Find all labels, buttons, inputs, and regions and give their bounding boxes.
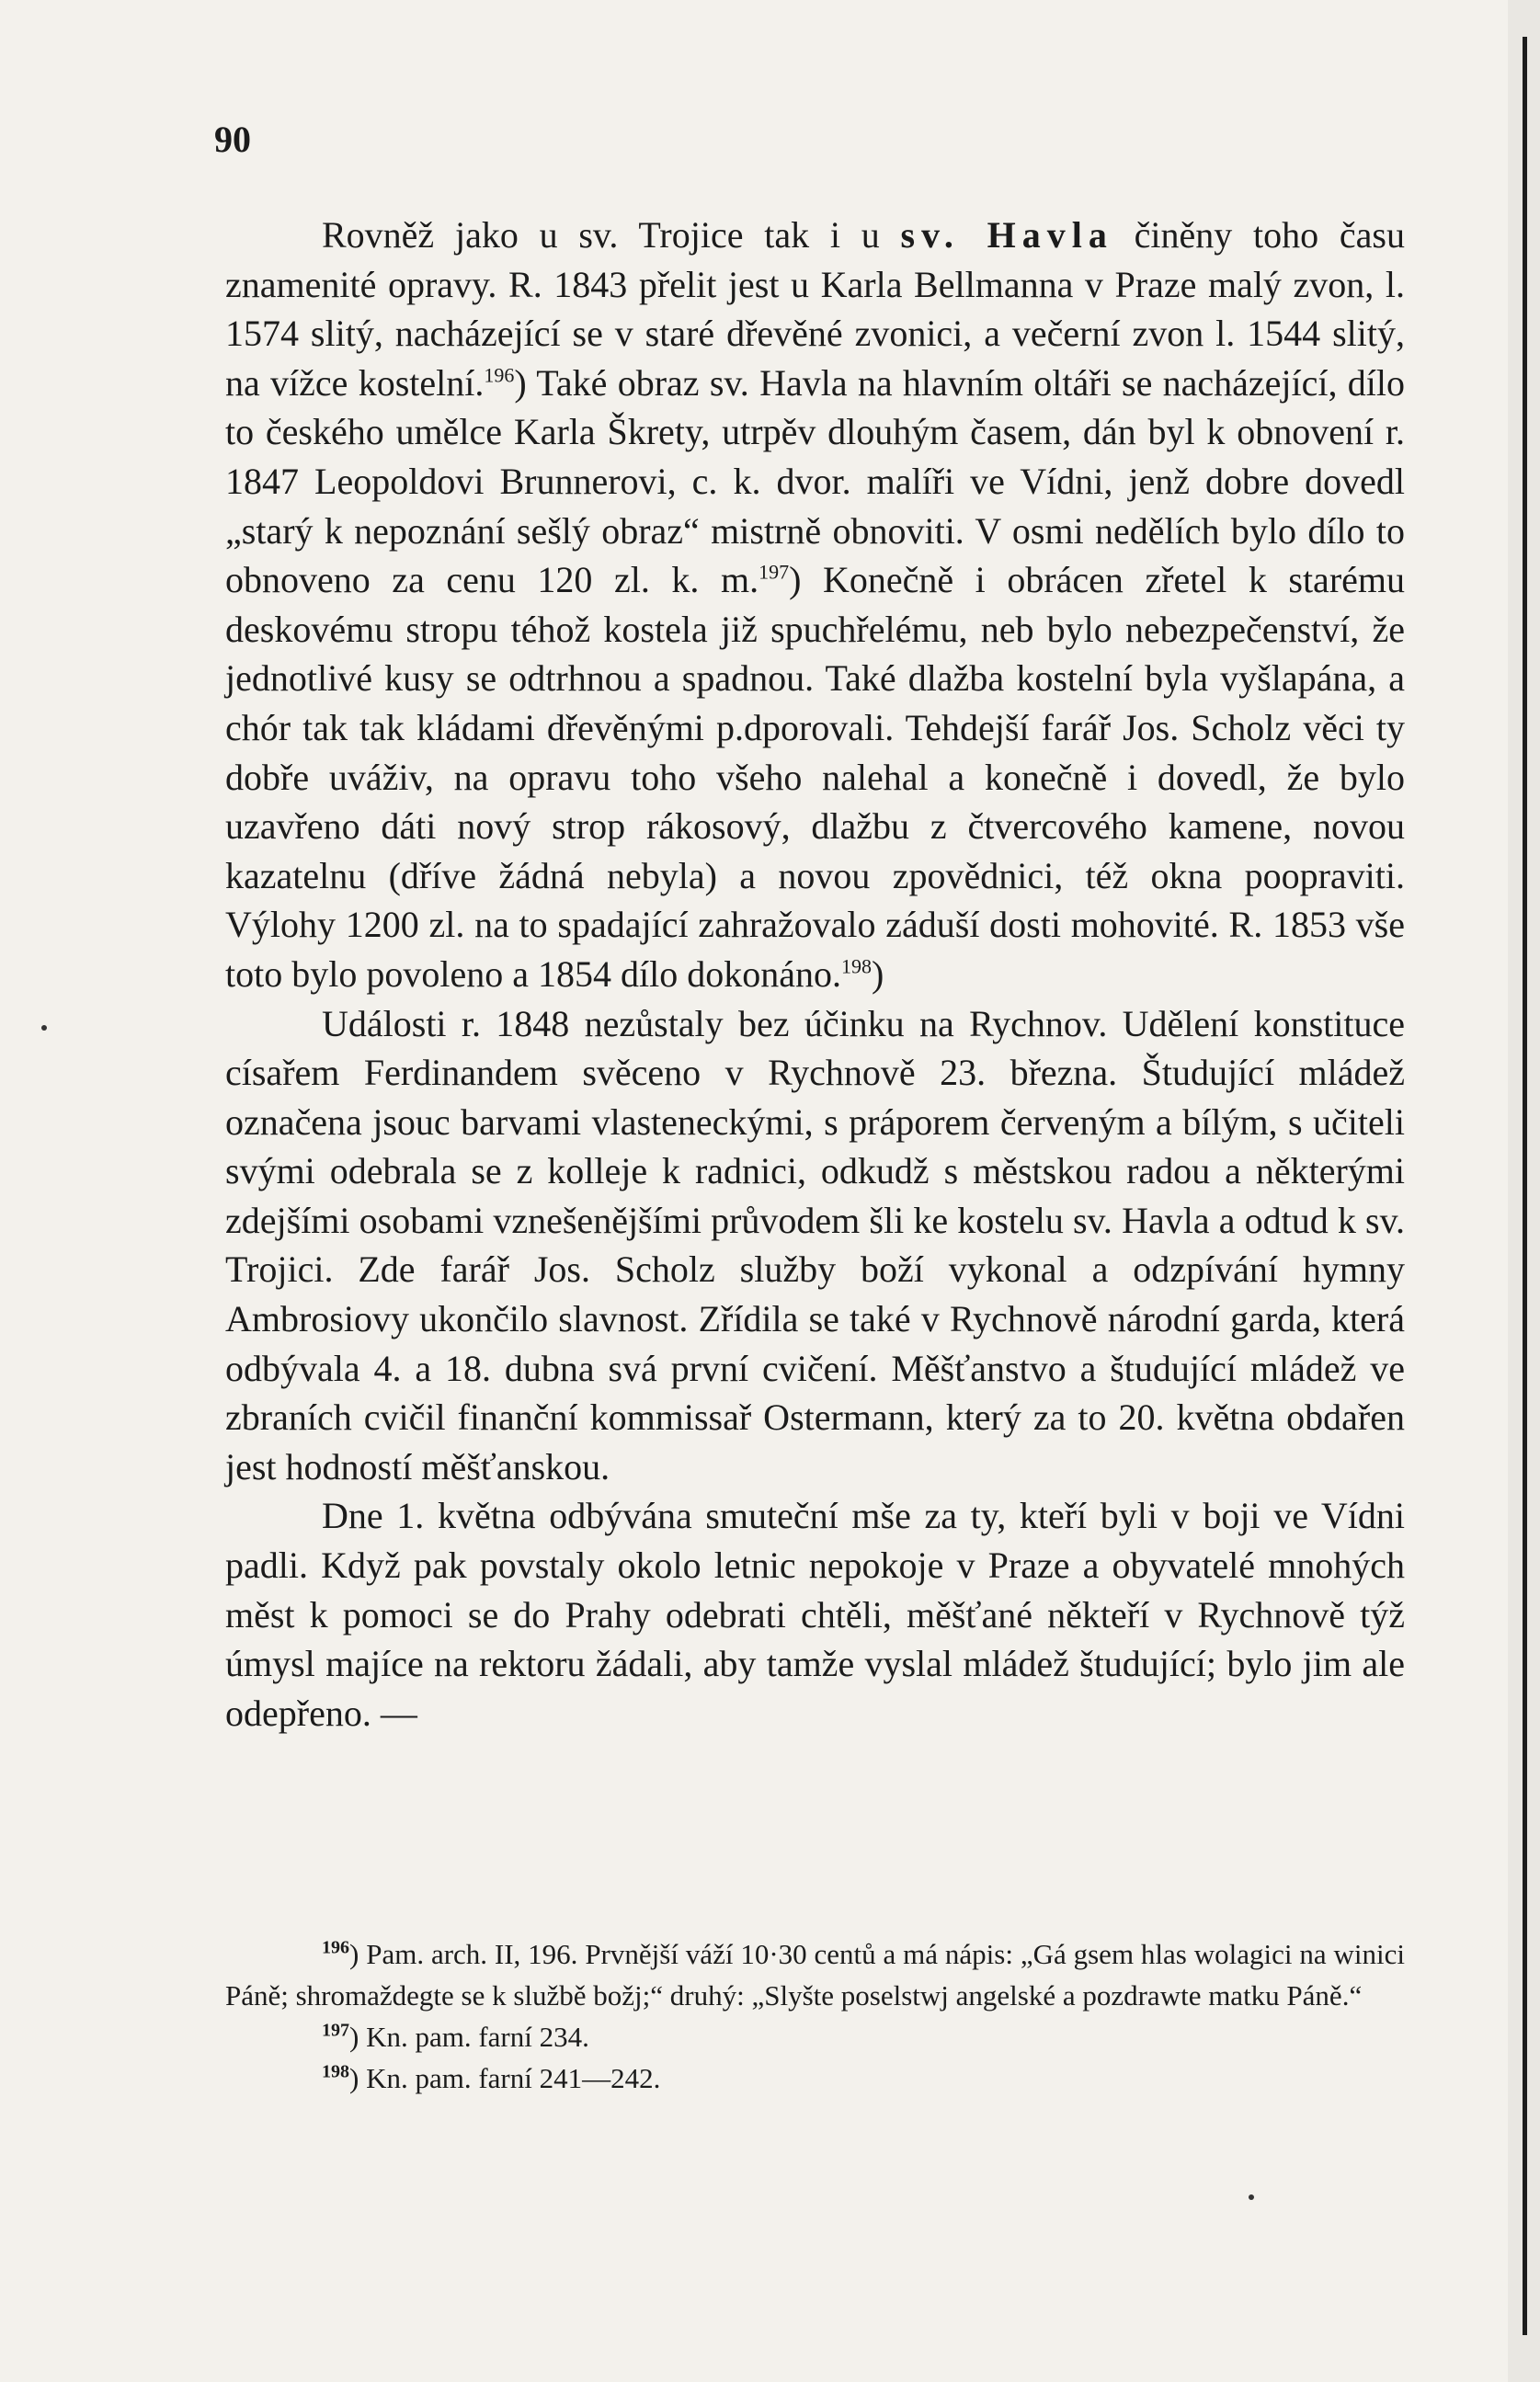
footnote-number: 198	[322, 2061, 349, 2082]
page-number: 90	[214, 119, 251, 160]
binding-shadow	[1523, 37, 1527, 2335]
footnote: $^{197}$) Kn. pam. farní 234.	[322, 2020, 589, 2053]
footnote-ref: 197	[759, 560, 790, 584]
paragraph: Dne 1. května odbývána smuteční mše za ty, kteří byli v boji ve Vídni padli. Když pak povstaly okolo letnic nepokoje v Praze a obyvatelé mnohých měst k pomoci se do Prahy odebrati chtěli, měšťané někteří v Rychnově týž úmysl majíce na rektoru žádali, aby tamže vyslal mládež študující; bylo jim ale odepřeno. —	[225, 1495, 1405, 1734]
paragraph: Události r. 1848 nezůstaly bez účinku na Rychnov. Udělení konstituce císařem Ferdinandem svěceno v Rychnově 23. března. Študující mládež označena jsouc barvami vlasteneckými, s práporem červeným a bílým, s učiteli svými odebrala se z kolleje k radnici, odkudž s městskou radou a některými zdejšími osobami vznešenějšími průvodem šli ke kostelu sv. Havla a odtud k sv. Trojici. Zde farář Jos. Scholz služby boží vykonal a odzpívání hymny Ambrosiovy ukončilo slavnost. Zřídila se také v Rychnově národní garda, která odbývala 4. a 18. dubna svá první cvičení. Měšťanstvo a študující mládež ve zbraních cvičil finanční kommissař Ostermann, který za to 20. května obdařen jest hodností měšťanskou.	[225, 1002, 1405, 1487]
body-text	[225, 211, 1405, 1738]
footnote: $^{196}$) Pam. arch. II, 196. Prvnější váží 10·30 centů a má nápis: „Gá gsem hlas wolagici na winici Páně; shromaždegte se k službě božj;“ druhý: „Slyšte poselstwj angelské a pozdrawte matku Páně.“	[225, 1937, 1405, 2012]
footnotes	[225, 1933, 1405, 2099]
page-edge	[1508, 0, 1540, 2382]
speck	[1249, 2194, 1254, 2200]
footnote: $^{198}$) Kn. pam. farní 241—242.	[322, 2061, 661, 2094]
footnote-number: 196	[322, 1937, 349, 1958]
footnote-ref: 198	[840, 954, 872, 978]
footnote-ref: 196	[484, 363, 515, 387]
footnote-number: 197	[322, 2020, 349, 2041]
emphasis-name: sv. Havla	[900, 214, 1113, 256]
speck	[41, 1025, 47, 1031]
paragraph: Rovněž jako u sv. Trojice tak i u sv. Havla činěny toho času znamenité opravy. R. 1843 přelit jest u Karla Bellmanna v Praze malý zvon, l. 1574 slitý, nacházející se v staré dřevěné zvonici, a večerní zvon l. 1544 slitý, na vížce kostelní.$^{196}$) Také obraz sv. Havla na hlavním oltáři se nacházející, dílo to českého umělce Karla Škrety, utrpěv dlouhým časem, dán byl k obnovení r. 1847 Leopoldovi Brunnerovi, c. k. dvor. malíři ve Vídni, jenž dobre dovedl „starý k nepoznání sešlý obraz“ mistrně obnoviti. V osmi nedělích bylo dílo to obnoveno za cenu 120 zl. k. m.$^{197}$) Konečně i obrácen zřetel k starému deskovému stropu téhož kostela již spuchřelému, neb bylo nebezpečenství, že jednotlivé kusy se odtrhnou a spadnou. Také dlažba kostelní byla vyšlapána, a chór tak tak kládami dřevěnými p.dporovali. Tehdejší farář Jos. Scholz věci ty dobře uváživ, na opravu toho všeho nalehal a konečně i dovedl, že bylo uzavřeno dáti nový strop rákosový, dlažbu z čtvercového kamene, novou kazatelnu (dříve žádná nebyla) a novou zpovědnici, též okna poopraviti. Výlohy 1200 zl. na to spadající zahražovalo záduší dosti mohovité. R. 1853 vše toto bylo povoleno a 1854 dílo dokonáno.$^{198}$)	[225, 214, 1405, 995]
